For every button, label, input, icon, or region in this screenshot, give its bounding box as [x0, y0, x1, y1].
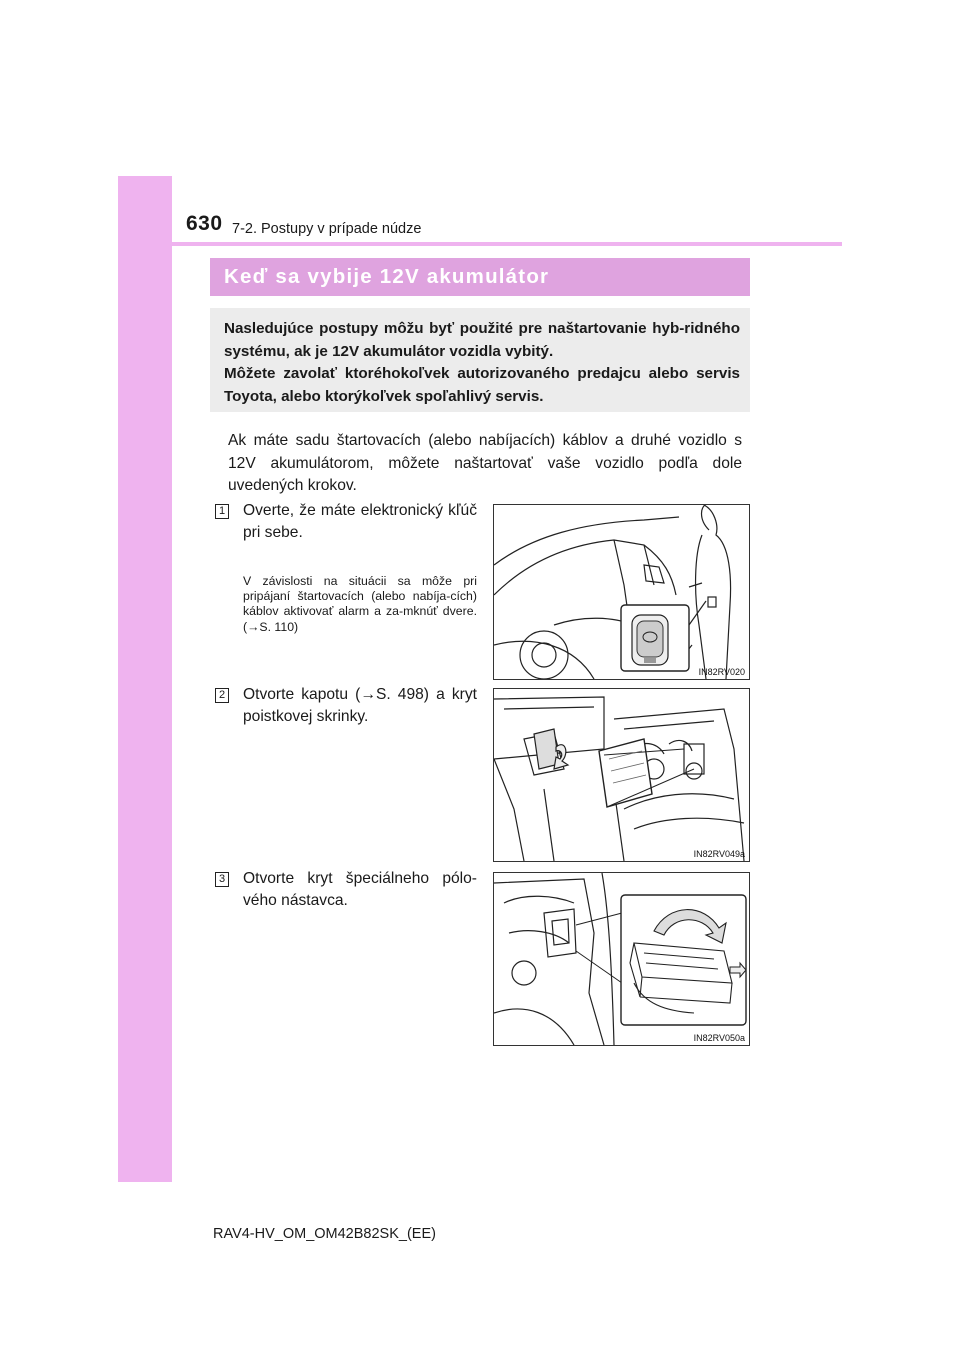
step-note-1: V závislosti na situácii sa môže pri pripájaní štartovacích (alebo nabíja-cích) káblov aktivovať alarm a za-mknúť dvere. (→S. 110) — [243, 574, 477, 634]
header-rule — [172, 242, 842, 246]
page-title: Keď sa vybije 12V akumulátor — [224, 265, 550, 288]
step-number-3: 3 — [215, 872, 229, 887]
illustration-electronic-key — [493, 504, 750, 680]
footer-model-code: RAV4-HV_OM_OM42B82SK_(EE) — [213, 1226, 436, 1242]
step-text-2: Otvorte kapotu (→S. 498) a kryt poistkovej skrinky. — [243, 686, 477, 725]
illustration-hood-fuse-box — [493, 688, 750, 862]
info-line-1: Nasledujúce postupy môžu byť použité pre naštartovanie hyb-ridného systému, ak je 12V akumulátor vozidla vybitý. — [224, 320, 740, 360]
title-bar — [210, 258, 750, 296]
engine-bay-drawing — [494, 689, 749, 861]
intro-paragraph: Ak máte sadu štartovacích (alebo nabíjacích) káblov a druhé vozidlo s 12V akumulátorom, môžete naštartovať vaše vozidlo podľa dole uvedených krokov. — [228, 432, 742, 494]
step-number-1: 1 — [215, 504, 229, 519]
step-text-3: Otvorte kryt špeciálneho pólo-vého nástavca. — [243, 870, 477, 909]
step-text-1: Overte, že máte elektronický kľúč pri sebe. — [243, 502, 477, 541]
info-line-2: Môžete zavolať ktoréhokoľvek autorizovaného predajcu alebo servis Toyota, alebo ktorýkoľvek spoľahlivý servis. — [224, 365, 740, 405]
info-box — [210, 308, 750, 412]
figure-code-3: IN82RV050a — [693, 1033, 745, 1043]
step-number-2: 2 — [215, 688, 229, 703]
car-door-key-drawing — [494, 505, 749, 679]
page-number: 630 — [186, 212, 223, 235]
terminal-cover-drawing — [494, 873, 749, 1045]
side-color-strip — [118, 176, 172, 1182]
figure-code-2: IN82RV049a — [693, 849, 745, 859]
section-title: 7-2. Postupy v prípade núdze — [232, 221, 422, 237]
figure-code-1: IN82RV020 — [698, 667, 745, 677]
illustration-terminal-cover — [493, 872, 750, 1046]
